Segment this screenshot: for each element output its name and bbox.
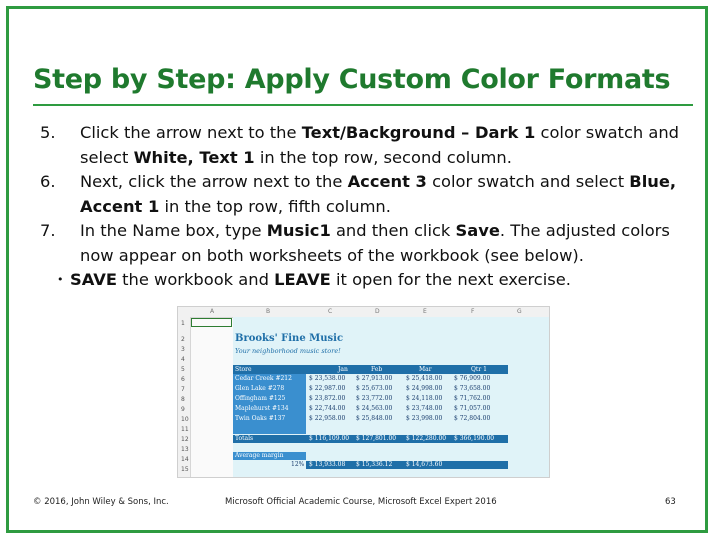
page-number: 63 [665,497,676,507]
step-number: 5. [40,123,56,142]
cell: $ 122,280.00 [406,435,447,442]
row-header: 8 [181,396,185,403]
step-7 [33,219,693,268]
row-header: 9 [181,406,185,413]
text: color swatch and select [80,123,680,167]
title-underline [33,104,693,106]
column-header: D [375,308,380,315]
text: In the Name box, type [80,221,267,240]
text: . The adjusted colors now appear on both worksheets of the workbook (see below). [80,221,670,265]
row-header: 3 [181,346,185,353]
cell: $ 13,933.08 [309,461,346,468]
column-header: F [471,308,475,315]
cell: $ 25,673.00 [356,385,393,392]
table-header-row [233,365,508,374]
cell: $ 23,872.00 [309,395,346,402]
row-header: 5 [181,366,185,373]
text: in the top row, fifth column. [159,196,391,216]
bold-term: Text/Background – Dark 1 [301,123,536,142]
cell: $ 73,658.00 [454,385,491,392]
store-name: Glen Lake #278 [235,385,285,392]
cell: $ 71,762.00 [454,395,491,402]
text: it open for the next exercise. [330,270,571,289]
cell: $ 24,998.00 [406,385,443,392]
row-header: 6 [181,376,185,383]
row-header: 12 [181,436,189,443]
cell: $ 366,190.00 [454,435,495,442]
text: color swatch and select [426,172,630,191]
average-margin-row [306,461,508,469]
header-cell: Qtr 1 [471,366,487,373]
step-6 [33,170,693,219]
average-margin-label: Average margin [233,452,306,460]
row-header: 7 [181,386,185,393]
store-name-column [233,374,306,434]
cell: $ 25,418.00 [406,375,443,382]
header-cell: Mar [419,366,432,373]
header-cell: Store [235,366,252,373]
totals-label: Totals [235,435,254,442]
header-cell: Feb [371,366,383,373]
cell: $ 116,109.00 [309,435,350,442]
worksheet-screenshot [177,306,550,478]
step-number: 6. [40,172,56,191]
row-header: 1 [181,320,185,327]
copyright-footer: © 2016, John Wiley & Sons, Inc. [33,497,169,507]
average-margin-percent: 12% [291,461,305,468]
totals-row [233,435,508,443]
cell: $ 15,336.12 [356,461,393,468]
store-name: Twin Oaks #137 [235,415,286,422]
store-name: Maplehurst #134 [235,405,289,412]
bold-term: Save [455,221,500,240]
step-number: 7. [40,221,56,240]
bullet-save [33,268,693,293]
cell: $ 24,563.00 [356,405,393,412]
cell: $ 71,057.00 [454,405,491,412]
row-header: 11 [181,426,189,433]
row-header: 15 [181,466,189,473]
cell: $ 22,744.00 [309,405,346,412]
cell: $ 72,804.00 [454,415,491,422]
cell: $ 23,772.00 [356,395,393,402]
column-header: G [517,308,522,315]
cell: $ 14,673.60 [406,461,443,468]
sheet-subtitle: Your neighborhood music store! [235,347,341,355]
row-headers [178,317,191,477]
store-name: Cedar Creek #212 [235,375,292,382]
cell: $ 22,958.00 [309,415,346,422]
bold-term: Accent 3 [347,172,427,191]
cell: $ 27,913.00 [356,375,393,382]
row-header: 13 [181,446,189,453]
column-header: E [423,308,427,315]
bold-term: White, Text 1 [133,147,255,167]
step-5 [33,121,693,170]
cell: $ 25,848.00 [356,415,393,422]
text: Next, click the arrow next to the [80,172,348,191]
text: in the top row, second column. [254,147,512,167]
cell: $ 23,998.00 [406,415,443,422]
cell: $ 24,118.00 [406,395,443,402]
bold-term: LEAVE [274,270,331,289]
row-header: 4 [181,356,185,363]
row-header: 10 [181,416,189,423]
text: and then click [330,221,456,240]
cell: $ 23,538.00 [309,375,346,382]
column-header: A [210,308,215,315]
header-cell: Jan [338,366,348,373]
selected-cell[interactable] [191,318,232,327]
bold-term: Music1 [266,221,331,240]
store-name: Offingham #125 [235,395,286,402]
sheet-title: Brooks' Fine Music [235,333,344,344]
bullet-icon: • [57,273,64,286]
instruction-list [33,121,693,293]
row-header: 2 [181,336,185,343]
cell: $ 23,748.00 [406,405,443,412]
cell: $ 22,987.00 [309,385,346,392]
text: the workbook and [116,270,275,289]
column-header: B [266,308,271,315]
bold-term: SAVE [70,270,117,289]
slide-title: Step by Step: Apply Custom Color Formats [33,64,671,95]
row-header: 14 [181,456,189,463]
cell: $ 76,909.00 [454,375,491,382]
cell: $ 127,801.00 [356,435,397,442]
text: Click the arrow next to the [80,123,302,142]
bold-term: Blue, Accent 1 [80,172,677,216]
column-header: C [328,308,333,315]
course-footer: Microsoft Official Academic Course, Microsoft Excel Expert 2016 [225,497,497,507]
